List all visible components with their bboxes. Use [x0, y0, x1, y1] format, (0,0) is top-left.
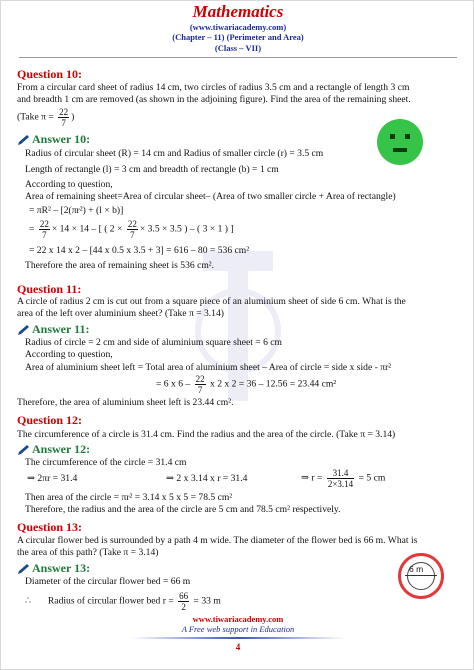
- question-10-text-line1: From a circular card sheet of radius 14 cm, two circles of radius 3.5 cm and a rectangle of length 3 cm: [17, 82, 410, 93]
- smiley-mouth: [393, 148, 407, 152]
- pencil-icon: [17, 445, 30, 456]
- question-11-heading: Question 11:: [17, 282, 82, 296]
- flower-bed-figure-label: 6 m: [409, 564, 424, 574]
- smiley-face-figure: [377, 119, 423, 165]
- answer-10-conclusion: Therefore the area of remaining sheet is 536 cm².: [25, 260, 215, 271]
- question-10-heading: Question 10:: [17, 67, 83, 81]
- answer-10-line3: According to question,: [25, 179, 113, 190]
- answer-12-heading: Answer 12:: [32, 442, 91, 456]
- answer-10-line7: = 22 x 14 x 2 – [44 x 0.5 x 3.5 + 3] = 616 – 80 = 536 cm²: [29, 245, 250, 256]
- question-11-text-line2: area of the left over aluminium sheet? (Take π = 3.14): [17, 308, 224, 319]
- pencil-icon: [17, 135, 30, 146]
- footer-divider: [131, 637, 345, 639]
- answer-10-heading: Answer 10:: [32, 132, 91, 146]
- header-divider: [19, 57, 457, 58]
- question-10-text-line2: and breadth 1 cm are removed (as shown in the adjoining figure). Find the area of the remaining sheet.: [17, 94, 411, 105]
- question-13-text-line2: the area of this path? (Take π = 3.14): [17, 547, 159, 558]
- answer-11-heading: Answer 11:: [32, 322, 90, 336]
- answer-11-line1: Radius of circle = 2 cm and side of aluminium square sheet = 6 cm: [25, 337, 282, 348]
- page-title: Mathematics: [192, 2, 284, 21]
- answer-12-line5: Then area of the circle = πr² = 3.14 x 5 x 5 = 78.5 cm²: [25, 492, 233, 503]
- answer-12-line3: ⇒ 2 x 3.14 x r = 31.4: [166, 473, 248, 484]
- answer-11-line2: According to question,: [25, 349, 113, 360]
- answer-13-line1: Diameter of the circular flower bed = 66 m: [25, 576, 191, 587]
- question-10-take-pi: (Take π = $\frac{22}{7}$ ): [17, 107, 75, 128]
- smiley-right-eye: [405, 134, 410, 139]
- question-12-text-line1: The circumference of a circle is 31.4 cm. Find the radius and the area of the circle. (Take π = 3.14): [17, 429, 396, 440]
- answer-10-line5: = πR² – [2(πr²) + (l × b)]: [29, 205, 124, 216]
- question-12-heading: Question 12:: [17, 413, 83, 427]
- question-11-text-line1: A circle of radius 2 cm is cut out from a square piece of an aluminium sheet of side 6 cm. What is the: [17, 296, 406, 307]
- header-chapter: (Chapter – 11) (Perimeter and Area): [172, 32, 304, 42]
- header-website[interactable]: (www.tiwariacademy.com): [189, 22, 287, 32]
- answer-11-line4: = 6 x 6 – $\frac{22}{7}$ x 2 x 2 = 36 – 12.56 = 23.44 cm²: [156, 374, 337, 395]
- smiley-left-eye: [390, 134, 395, 139]
- question-13-text-line1: A circular flower bed is surrounded by a path 4 m wide. The diameter of the flower bed is 66 m. What is: [17, 535, 418, 546]
- footer-website[interactable]: www.tiwariacademy.com: [192, 614, 284, 624]
- answer-13-line2: ∴ Radius of circular flower bed r = $\frac{66}{2}$ = 33 m: [25, 591, 221, 612]
- answer-10-line6: = $\frac{22}{7}$ × 14 × 14 – [ ( 2 × $\frac{22}{7}$ × 3.5 × 3.5 ) – ( 3 × 1 ) ]: [29, 219, 234, 240]
- answer-12-line1: The circumference of the circle = 31.4 cm: [25, 457, 187, 468]
- flower-bed-diameter-line: [405, 575, 437, 576]
- answer-10-line4: Area of remaining sheet=Area of circular sheet– (Area of two smaller circle + Area of rectangle): [25, 191, 396, 202]
- answer-12-line4: ⇒ r = $\frac{31.4}{2\times 3.14}$ = 5 cm: [301, 468, 386, 489]
- answer-11-line3: Area of aluminium sheet left = Total area of aluminium sheet – Area of circle = side x side - πr²: [25, 362, 392, 373]
- answer-10-line2: Length of rectangle (l) = 3 cm and breadth of rectangle (b) = 1 cm: [25, 164, 279, 175]
- footer-tagline: A Free web support in Education: [181, 624, 295, 634]
- flower-bed-figure: [398, 553, 444, 599]
- header-class: (Class – VII): [214, 43, 262, 53]
- answer-12-conclusion: Therefore, the radius and the area of the circle are 5 cm and 78.5 cm² respectively.: [25, 504, 341, 515]
- answer-11-conclusion: Therefore, the area of aluminium sheet left is 23.44 cm².: [17, 397, 234, 408]
- answer-12-line2: ⇒ 2πr = 31.4: [27, 473, 78, 484]
- answer-10-line1: Radius of circular sheet (R) = 14 cm and Radius of smaller circle (r) = 3.5 cm: [25, 148, 324, 159]
- pencil-icon: [17, 325, 30, 336]
- question-13-heading: Question 13:: [17, 520, 83, 534]
- page-number: 4: [235, 642, 241, 652]
- answer-13-heading: Answer 13:: [32, 561, 91, 575]
- pencil-icon: [17, 564, 30, 575]
